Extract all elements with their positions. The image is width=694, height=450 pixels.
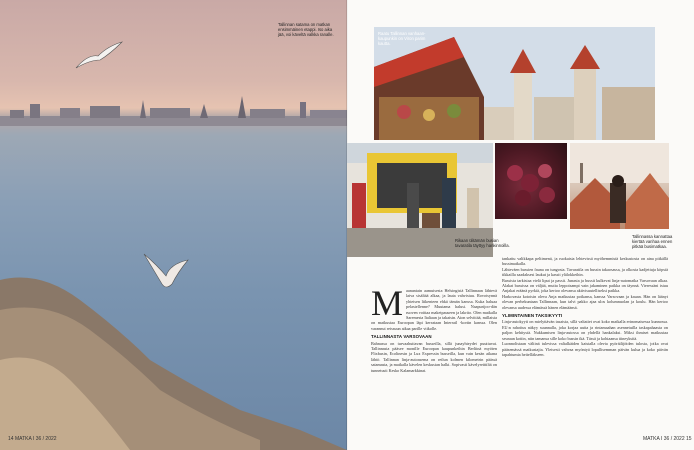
rooftops-illustration <box>570 143 669 229</box>
article-paragraph: Linja-autokyyti on mielyttävän tasaista, sillä valtatiet ovat koko matkalla erinomaisessa kunnossa. EU:n rahoitus näkyy suunnalla, joka korjaa uutta ja rintamaahan asennetuilla taskapahaasta on paljon kehitystä. Nukkumisen linja-autossa on yhdellä hankalaksi. Miksi ihmiset matkustaa seuraan kotiin, niin tamansa sille koko bussin ikä. Tässä ja kohtaansa tiineyksitä. <box>502 319 668 341</box>
market-photo-caption: Raatu Tallinnan vanhaan-kaupunkin on Viron parim kautta. <box>378 31 426 47</box>
old-town-rooftops-photo <box>570 143 669 229</box>
rooftops-photo-caption: Tallinnassa kannattaa kiertää vanhaa ennen pitkää busimatkaa. <box>632 234 673 250</box>
article-intro: aanantain aamuisesta Helsingistä Tallinnaan lähtevä laiva sisältää alkaa, ja lauta vahvistuu. Rovotsynnä yhteisen liikenteen ehkä tämän kanssa. Kuka haluaa pelastellenne? Muutama halusi. Naapurijoo-dän ruoven voittaa maketpauseen ja lakrito. Olen matkalla Saremesta Italiaan ja takaisin. Aion selvittää, millaista on matkustaa Euroopan läpi kerrataan Interrail -kortin kanssa. Olen varannut reissuun aikaa parille viikolle. <box>371 288 497 331</box>
shore-rocks <box>0 270 347 450</box>
tallinn-skyline-silhouette <box>0 96 347 126</box>
article-column-left <box>371 283 497 373</box>
old-town-market-photo <box>374 27 655 140</box>
article-paragraph: tankattu valikkapa peltimenä, ja ruokaisia lehtevissä myöhemmistä keskustosta on aina pitkällä bussimatkalla. <box>502 256 668 267</box>
section-heading-2: YLIMINTAINEN TAKSIKYYTI <box>502 313 563 319</box>
section-heading-1: TALLINNASTA VARSOVAAN <box>371 334 432 340</box>
article-paragraph: Lähteväen bussien fauna on tungosta. Tavaratila on bussin takaosassa, ja olkosta kadjettuja köpsiä tikkailla saadaksesi laukut ja kassit ylälokkeihin. <box>502 266 668 278</box>
right-page-folio: MATKA I 36 / 2022 15 <box>643 436 692 442</box>
seagull-flying-icon <box>74 40 124 72</box>
berries-basket-photo <box>495 143 567 219</box>
article-column-right <box>502 256 668 357</box>
article-paragraph: Bahnassa on turvaahuttavan busseilla, sillä junayhteydet puuttuvat. Tallinnasta pääsee monille Euroopan kaupunkeihin Berliinä myöten Flixbusin, Ecolinesin ja Lux Expressin busseilla, kun vain kesän aikana lähtö. Tallinnan linja-autoasema on reilun kolmen kilometrin päässä satamasta, ja matkalla kävelen keskustan halki. Sopivasti kävelyreittiltä on tunnetusti Kesko Kalamarkkinat. <box>371 340 497 373</box>
berries-illustration <box>495 143 567 219</box>
article-paragraph: Bussista tarkistaa vielä liput ja passit. Junasta ja bussit kulkevat linja-automatka Varsovaan alkaa. Alakat bussissa on väljää, mutta leppoisampi vain jakaminen paikka on täynnä. Vieressäni istuu Anjakai eräänä pyrkiä, joka kertoo olevansa aktivisuutelliseksi paikka. <box>502 277 668 294</box>
article-paragraph: Luonnolistaan väliinä tulevissa valtalkäiden kaistalla olevia pyöräilijöiden tulosta, jotka ovat pääsemässä matkustajia. Yleisesti vahvaa myöntyä lopullisemman päivän kulua ja koko päivän tapahtumia heitelläkseen. <box>502 341 668 357</box>
left-photo-caption: Tallinnan satama on matkan ensimmäinen etappi. Iso aika jää, voi käveltä valkka ranalle. <box>278 22 334 38</box>
left-page-folio: 14 MATKA I 36 / 2022 <box>8 436 57 442</box>
article-paragraph: Harkovasta kotoisin oleva Anja matkustaa poikansa, kanssa Varsovaan ja kauan. Hän on läänyt olevan perhekuntaan Tallinnaan, kun talvi pakko ajaa ulos kolumnuolan ja koulu. Hän kertoo olevansa uudessa elämässä hänen elämäänsä. <box>502 293 668 310</box>
bus-photo-caption: Rikaan ülitämän busian tavaratila täyttyy hankinnoilla. <box>455 238 510 249</box>
drop-cap: M <box>371 283 404 323</box>
